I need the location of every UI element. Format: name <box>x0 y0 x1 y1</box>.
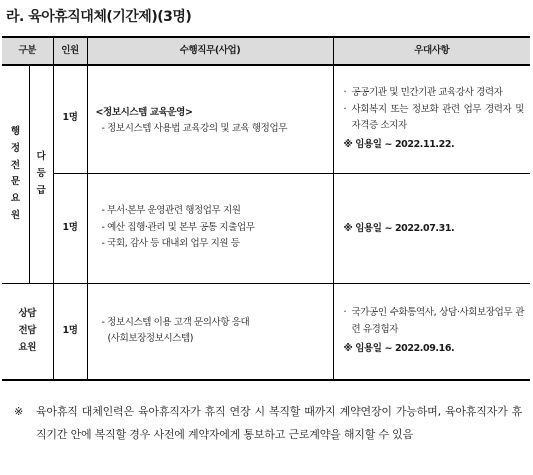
duty-item: - 부서·본부 운영관련 행정업무 지원 <box>101 205 241 217</box>
row-count: 1명 <box>53 283 87 380</box>
preference-item: · 공공기관 및 민간기관 교육강사 경력자 <box>343 87 503 98</box>
preference-cell <box>333 65 530 173</box>
duty-item: - 정보시스템 사용법 교육강의 및 교육 행정업무 <box>101 123 288 135</box>
duty-cell <box>87 283 333 380</box>
vertical-text: 다 등 급 <box>36 151 46 196</box>
preference-cell <box>333 173 530 283</box>
table-row <box>2 65 530 173</box>
row-count: 1명 <box>53 173 87 283</box>
header-division: 구분 <box>2 37 53 65</box>
preference-item: · 사회복지 또는 정보화 관련 업무 경력자 및 자격증 소지자 <box>343 103 524 132</box>
start-date: ※ 임용일 ~ 2022.07.31. <box>343 222 455 234</box>
recruitment-table <box>2 36 530 381</box>
header-preference: 우대사항 <box>333 37 530 65</box>
duty-item: - 국회, 감사 등 대내외 업무 지원 등 <box>101 238 240 250</box>
preference-item: · 국가공인 수화통역사, 상담·사회보장업무 관련 유경험자 <box>343 307 524 335</box>
duty-item: (사회보장정보시스템) <box>107 333 194 345</box>
footnote <box>14 400 522 446</box>
duty-cell <box>87 65 333 173</box>
header-duties: 수행직무(사업) <box>87 37 333 65</box>
table-row <box>2 173 530 283</box>
start-date: ※ 임용일 ~ 2022.09.16. <box>343 342 455 354</box>
duty-cell <box>87 173 333 283</box>
table-row <box>2 283 530 380</box>
note-text: 육아휴직 대체인력은 육아휴직자가 휴직 연장 시 복직할 때까지 계약연장이 가능하며, 육아휴직자가 휴직기간 안에 복직할 경우 사전에 계약자에게 통보하고 근로계약을 해지할 수 있음 <box>36 405 522 441</box>
vertical-text: 상담 전담 요원 <box>18 308 37 353</box>
note-mark: ※ <box>14 405 24 418</box>
row-count: 1명 <box>53 65 87 173</box>
grade-label <box>29 65 53 283</box>
preference-cell <box>333 283 530 380</box>
vertical-text: 행 정 전 문 요 원 <box>10 126 20 221</box>
division-label-counsel <box>2 283 53 380</box>
duty-title: <정보시스템 교육운영> <box>95 106 193 118</box>
header-count: 인원 <box>53 37 87 65</box>
table-header-row <box>2 37 530 65</box>
division-label-admin <box>2 65 29 283</box>
duty-item: - 예산 집행·관리 및 본부 공통 지출업무 <box>101 221 255 233</box>
duty-item: - 정보시스템 이용 고객 문의사항 응대 <box>101 316 250 328</box>
start-date: ※ 임용일 ~ 2022.11.22. <box>343 138 455 150</box>
section-title: 라. 육아휴직대체(기간제)(3명) <box>6 9 192 25</box>
